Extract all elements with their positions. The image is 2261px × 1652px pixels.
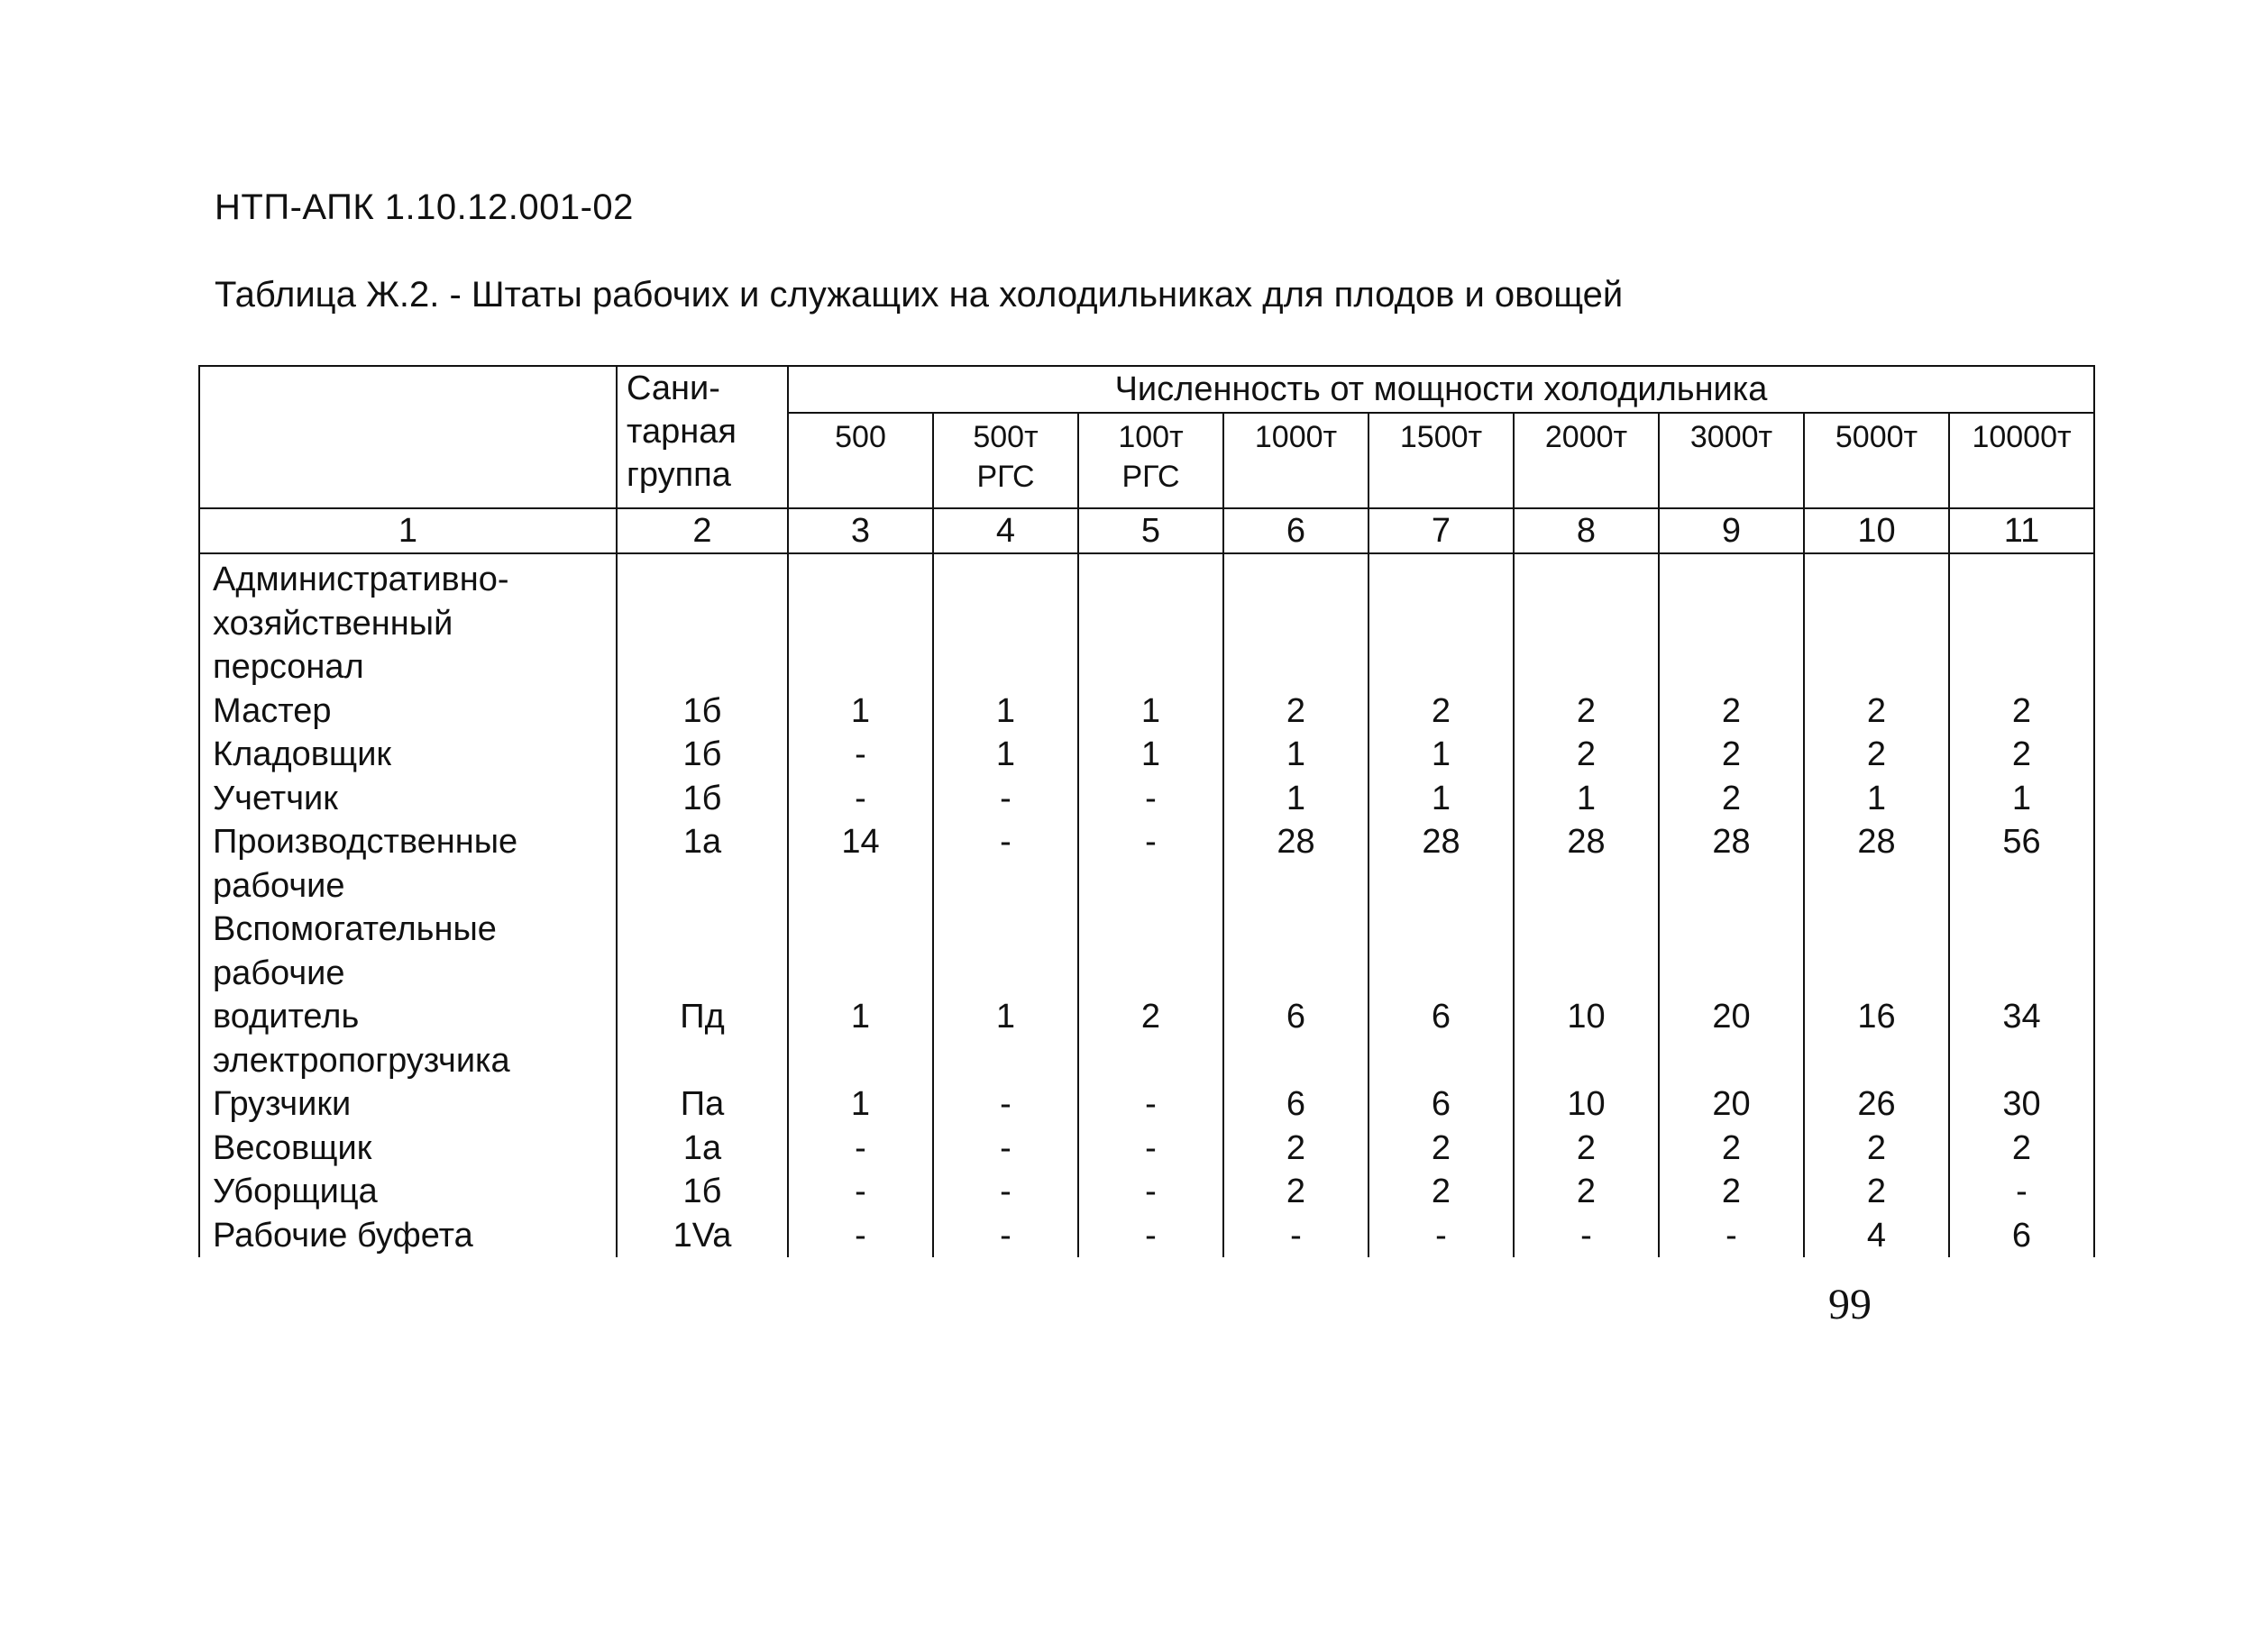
staff-count: - <box>1368 1214 1514 1258</box>
sanitary-group-value: Пд <box>680 998 725 1036</box>
staff-count: 14 <box>788 820 933 908</box>
staff-count: 1 <box>933 733 1078 777</box>
column-number: 5 <box>1078 508 1223 553</box>
capacity-label-line: 500 <box>835 420 886 454</box>
staff-count: - <box>788 1170 933 1214</box>
sanitary-group-value: 1а <box>682 823 722 861</box>
position-name-line: Весовщик <box>213 1128 372 1167</box>
staff-count <box>933 908 1078 995</box>
column-number: 4 <box>933 508 1078 553</box>
staff-count: 34 <box>1949 995 2094 1082</box>
staff-count: 2 <box>1949 733 2094 777</box>
column-number: 6 <box>1223 508 1368 553</box>
staff-count: 1 <box>1804 777 1949 821</box>
staff-count <box>1949 553 2094 689</box>
sanitary-group-value: Па <box>680 1085 725 1123</box>
header-capacity-span: Численность от мощности холодильника <box>788 366 2094 413</box>
position-name-line: Вспомогательные <box>213 910 497 948</box>
sanitary-group-value: 1а <box>682 1128 722 1167</box>
staff-count: 6 <box>1368 1082 1514 1127</box>
staff-count: 10 <box>1514 1082 1659 1127</box>
staff-count: - <box>1078 820 1223 908</box>
staff-count <box>1368 553 1514 689</box>
staff-count: 28 <box>1804 820 1949 908</box>
staff-count: 28 <box>1223 820 1368 908</box>
header-capacity-8 <box>1514 413 1659 508</box>
sanitary-group <box>617 553 788 689</box>
column-number: 7 <box>1368 508 1514 553</box>
sanitary-group-value: 1б <box>682 779 722 817</box>
staff-count: - <box>788 777 933 821</box>
position-name <box>199 1170 617 1214</box>
staff-count: 20 <box>1659 1082 1804 1127</box>
staff-count <box>788 908 933 995</box>
table-row <box>199 995 2094 1082</box>
staff-count: - <box>933 777 1078 821</box>
staff-count <box>1514 553 1659 689</box>
table-row <box>199 733 2094 777</box>
staff-count: 30 <box>1949 1082 2094 1127</box>
staff-count: 2 <box>1514 1127 1659 1171</box>
staff-count: 28 <box>1514 820 1659 908</box>
staff-count: 1 <box>933 995 1078 1082</box>
sanitary-group <box>617 733 788 777</box>
position-name-line: Учетчик <box>213 779 338 817</box>
staff-count <box>1368 908 1514 995</box>
column-number: 2 <box>617 508 788 553</box>
header-capacity-7 <box>1368 413 1514 508</box>
staff-count: - <box>1514 1214 1659 1258</box>
position-name-line: водитель <box>213 998 360 1036</box>
staff-count: 2 <box>1514 689 1659 734</box>
staff-count: 2 <box>1949 689 2094 734</box>
staff-count: 2 <box>1223 1127 1368 1171</box>
staff-count: 1 <box>933 689 1078 734</box>
staff-count: 2 <box>1949 1127 2094 1171</box>
staff-count <box>1078 553 1223 689</box>
header-capacity-4 <box>933 413 1078 508</box>
position-name-line: Мастер <box>213 691 332 730</box>
staff-table <box>198 365 2095 1257</box>
sanitary-group-label-line: группа <box>627 456 731 494</box>
staff-count: 1 <box>1078 733 1223 777</box>
staff-count: - <box>1078 1214 1223 1258</box>
staff-count: - <box>1078 1082 1223 1127</box>
staff-count <box>1659 908 1804 995</box>
position-name <box>199 1082 617 1127</box>
position-name-line: Уборщица <box>213 1173 378 1210</box>
position-name <box>199 553 617 689</box>
table-row <box>199 1170 2094 1214</box>
column-number: 1 <box>199 508 617 553</box>
capacity-label-line: 1500т <box>1399 420 1483 454</box>
capacity-label-line: РГС <box>976 460 1035 494</box>
sanitary-group-value: 1б <box>682 1173 722 1210</box>
staff-count: 1 <box>1223 777 1368 821</box>
sanitary-group <box>617 1214 788 1258</box>
capacity-label-line: 10000т <box>1972 420 2072 454</box>
sanitary-group <box>617 995 788 1082</box>
staff-count: 56 <box>1949 820 2094 908</box>
staff-count: - <box>933 820 1078 908</box>
header-capacity-5 <box>1078 413 1223 508</box>
sanitary-group-value: 1б <box>682 691 722 730</box>
header-sanitary-group <box>617 366 788 508</box>
staff-count: 1 <box>1078 689 1223 734</box>
staff-count: - <box>1078 777 1223 821</box>
sanitary-group <box>617 1170 788 1214</box>
position-name <box>199 1127 617 1171</box>
staff-count: - <box>933 1082 1078 1127</box>
staff-count <box>1659 553 1804 689</box>
sanitary-group-value: 1б <box>682 735 722 773</box>
staff-count: 2 <box>1659 1127 1804 1171</box>
staff-count: 6 <box>1223 995 1368 1082</box>
staff-count: 2 <box>1804 689 1949 734</box>
column-number: 11 <box>1949 508 2094 553</box>
staff-count: 1 <box>788 689 933 734</box>
table-row <box>199 553 2094 689</box>
staff-count <box>788 553 933 689</box>
sanitary-group-value: 1Va <box>673 1216 732 1255</box>
capacity-label-line: 3000т <box>1689 420 1773 454</box>
staff-count: 2 <box>1659 1170 1804 1214</box>
staff-count: 4 <box>1804 1214 1949 1258</box>
staff-count <box>1078 908 1223 995</box>
header-capacity-11 <box>1949 413 2094 508</box>
staff-count <box>933 553 1078 689</box>
staff-count <box>1223 553 1368 689</box>
sanitary-group-label-line: тарная <box>627 413 737 451</box>
staff-count: 6 <box>1368 995 1514 1082</box>
position-name <box>199 777 617 821</box>
staff-count: 28 <box>1659 820 1804 908</box>
staff-count: 2 <box>1659 733 1804 777</box>
staff-count: 2 <box>1804 1127 1949 1171</box>
staff-count: 2 <box>1223 1170 1368 1214</box>
position-name <box>199 689 617 734</box>
staff-count: 2 <box>1368 689 1514 734</box>
staff-count <box>1804 908 1949 995</box>
staff-count: - <box>933 1127 1078 1171</box>
staff-count: - <box>788 1127 933 1171</box>
staff-count: - <box>1223 1214 1368 1258</box>
sanitary-group <box>617 777 788 821</box>
position-name-line: хозяйственный <box>213 604 453 643</box>
column-number: 10 <box>1804 508 1949 553</box>
table-row <box>199 820 2094 908</box>
staff-count: - <box>933 1170 1078 1214</box>
staff-count: - <box>1949 1170 2094 1214</box>
table-row <box>199 689 2094 734</box>
staff-count: 2 <box>1368 1127 1514 1171</box>
staff-count: 2 <box>1659 689 1804 734</box>
staff-count: - <box>1078 1127 1223 1171</box>
position-name-line: рабочие <box>213 866 345 905</box>
staff-count <box>1949 908 2094 995</box>
column-number: 9 <box>1659 508 1804 553</box>
header-position-cell <box>199 366 617 508</box>
staff-count: 2 <box>1804 733 1949 777</box>
sanitary-group <box>617 1127 788 1171</box>
header-capacity-9 <box>1659 413 1804 508</box>
position-name-line: Производственные <box>213 823 518 861</box>
staff-count: 1 <box>1514 777 1659 821</box>
document-code: НТП-АПК 1.10.12.001-02 <box>215 187 634 227</box>
staff-count: 28 <box>1368 820 1514 908</box>
column-number: 8 <box>1514 508 1659 553</box>
position-name-line: Административно- <box>213 561 509 598</box>
position-name-line: персонал <box>213 648 364 686</box>
staff-count: 10 <box>1514 995 1659 1082</box>
staff-count: 1 <box>788 995 933 1082</box>
staff-count: 2 <box>1514 1170 1659 1214</box>
capacity-label-line: 500т <box>973 420 1039 454</box>
staff-count: - <box>788 733 933 777</box>
position-name <box>199 1214 617 1258</box>
staff-count: 2 <box>1659 777 1804 821</box>
table-header <box>199 366 2094 553</box>
staff-count: 6 <box>1223 1082 1368 1127</box>
staff-count: - <box>1078 1170 1223 1214</box>
position-name-line: Грузчики <box>213 1085 352 1123</box>
staff-count: 1 <box>1949 777 2094 821</box>
capacity-label-line: 100т <box>1118 420 1184 454</box>
position-name-line: Кладовщик <box>213 735 392 773</box>
staff-count: 16 <box>1804 995 1949 1082</box>
staff-count <box>1514 908 1659 995</box>
table-row <box>199 908 2094 995</box>
staff-count <box>1223 908 1368 995</box>
table-row <box>199 1214 2094 1258</box>
capacity-label-line: 1000т <box>1254 420 1338 454</box>
staff-count: - <box>1659 1214 1804 1258</box>
staff-count: 2 <box>1514 733 1659 777</box>
staff-count: 1 <box>1223 733 1368 777</box>
capacity-label-line: 2000т <box>1544 420 1628 454</box>
sanitary-group <box>617 908 788 995</box>
position-name <box>199 908 617 995</box>
staff-count: 1 <box>1368 733 1514 777</box>
sanitary-group <box>617 820 788 908</box>
position-name-line: Рабочие буфета <box>213 1216 473 1255</box>
staff-count: 20 <box>1659 995 1804 1082</box>
sanitary-group <box>617 689 788 734</box>
staff-count: 26 <box>1804 1082 1949 1127</box>
table-row <box>199 1082 2094 1127</box>
table-row <box>199 1127 2094 1171</box>
header-capacity-6 <box>1223 413 1368 508</box>
page-number: 99 <box>1828 1281 1872 1328</box>
position-name <box>199 995 617 1082</box>
staff-count: - <box>788 1214 933 1258</box>
position-name <box>199 733 617 777</box>
staff-count: 2 <box>1368 1170 1514 1214</box>
header-capacity-10 <box>1804 413 1949 508</box>
position-name <box>199 820 617 908</box>
header-capacity-3 <box>788 413 933 508</box>
staff-count: 2 <box>1223 689 1368 734</box>
sanitary-group-label-line: Сани- <box>627 370 720 407</box>
sanitary-group <box>617 1082 788 1127</box>
capacity-label-line: РГС <box>1121 460 1180 494</box>
column-number: 3 <box>788 508 933 553</box>
position-name-line: электропогрузчика <box>213 1041 510 1080</box>
table-row <box>199 777 2094 821</box>
staff-count <box>1804 553 1949 689</box>
table-body <box>199 553 2094 1257</box>
staff-count: 1 <box>1368 777 1514 821</box>
staff-count: 1 <box>788 1082 933 1127</box>
staff-count: 2 <box>1078 995 1223 1082</box>
staff-count: 2 <box>1804 1170 1949 1214</box>
capacity-label-line: 5000т <box>1835 420 1918 454</box>
position-name-line: рабочие <box>213 954 345 992</box>
staff-count: - <box>933 1214 1078 1258</box>
table-caption: Таблица Ж.2. - Штаты рабочих и служащих на холодильниках для плодов и овощей <box>215 275 1624 315</box>
staff-count: 6 <box>1949 1214 2094 1258</box>
